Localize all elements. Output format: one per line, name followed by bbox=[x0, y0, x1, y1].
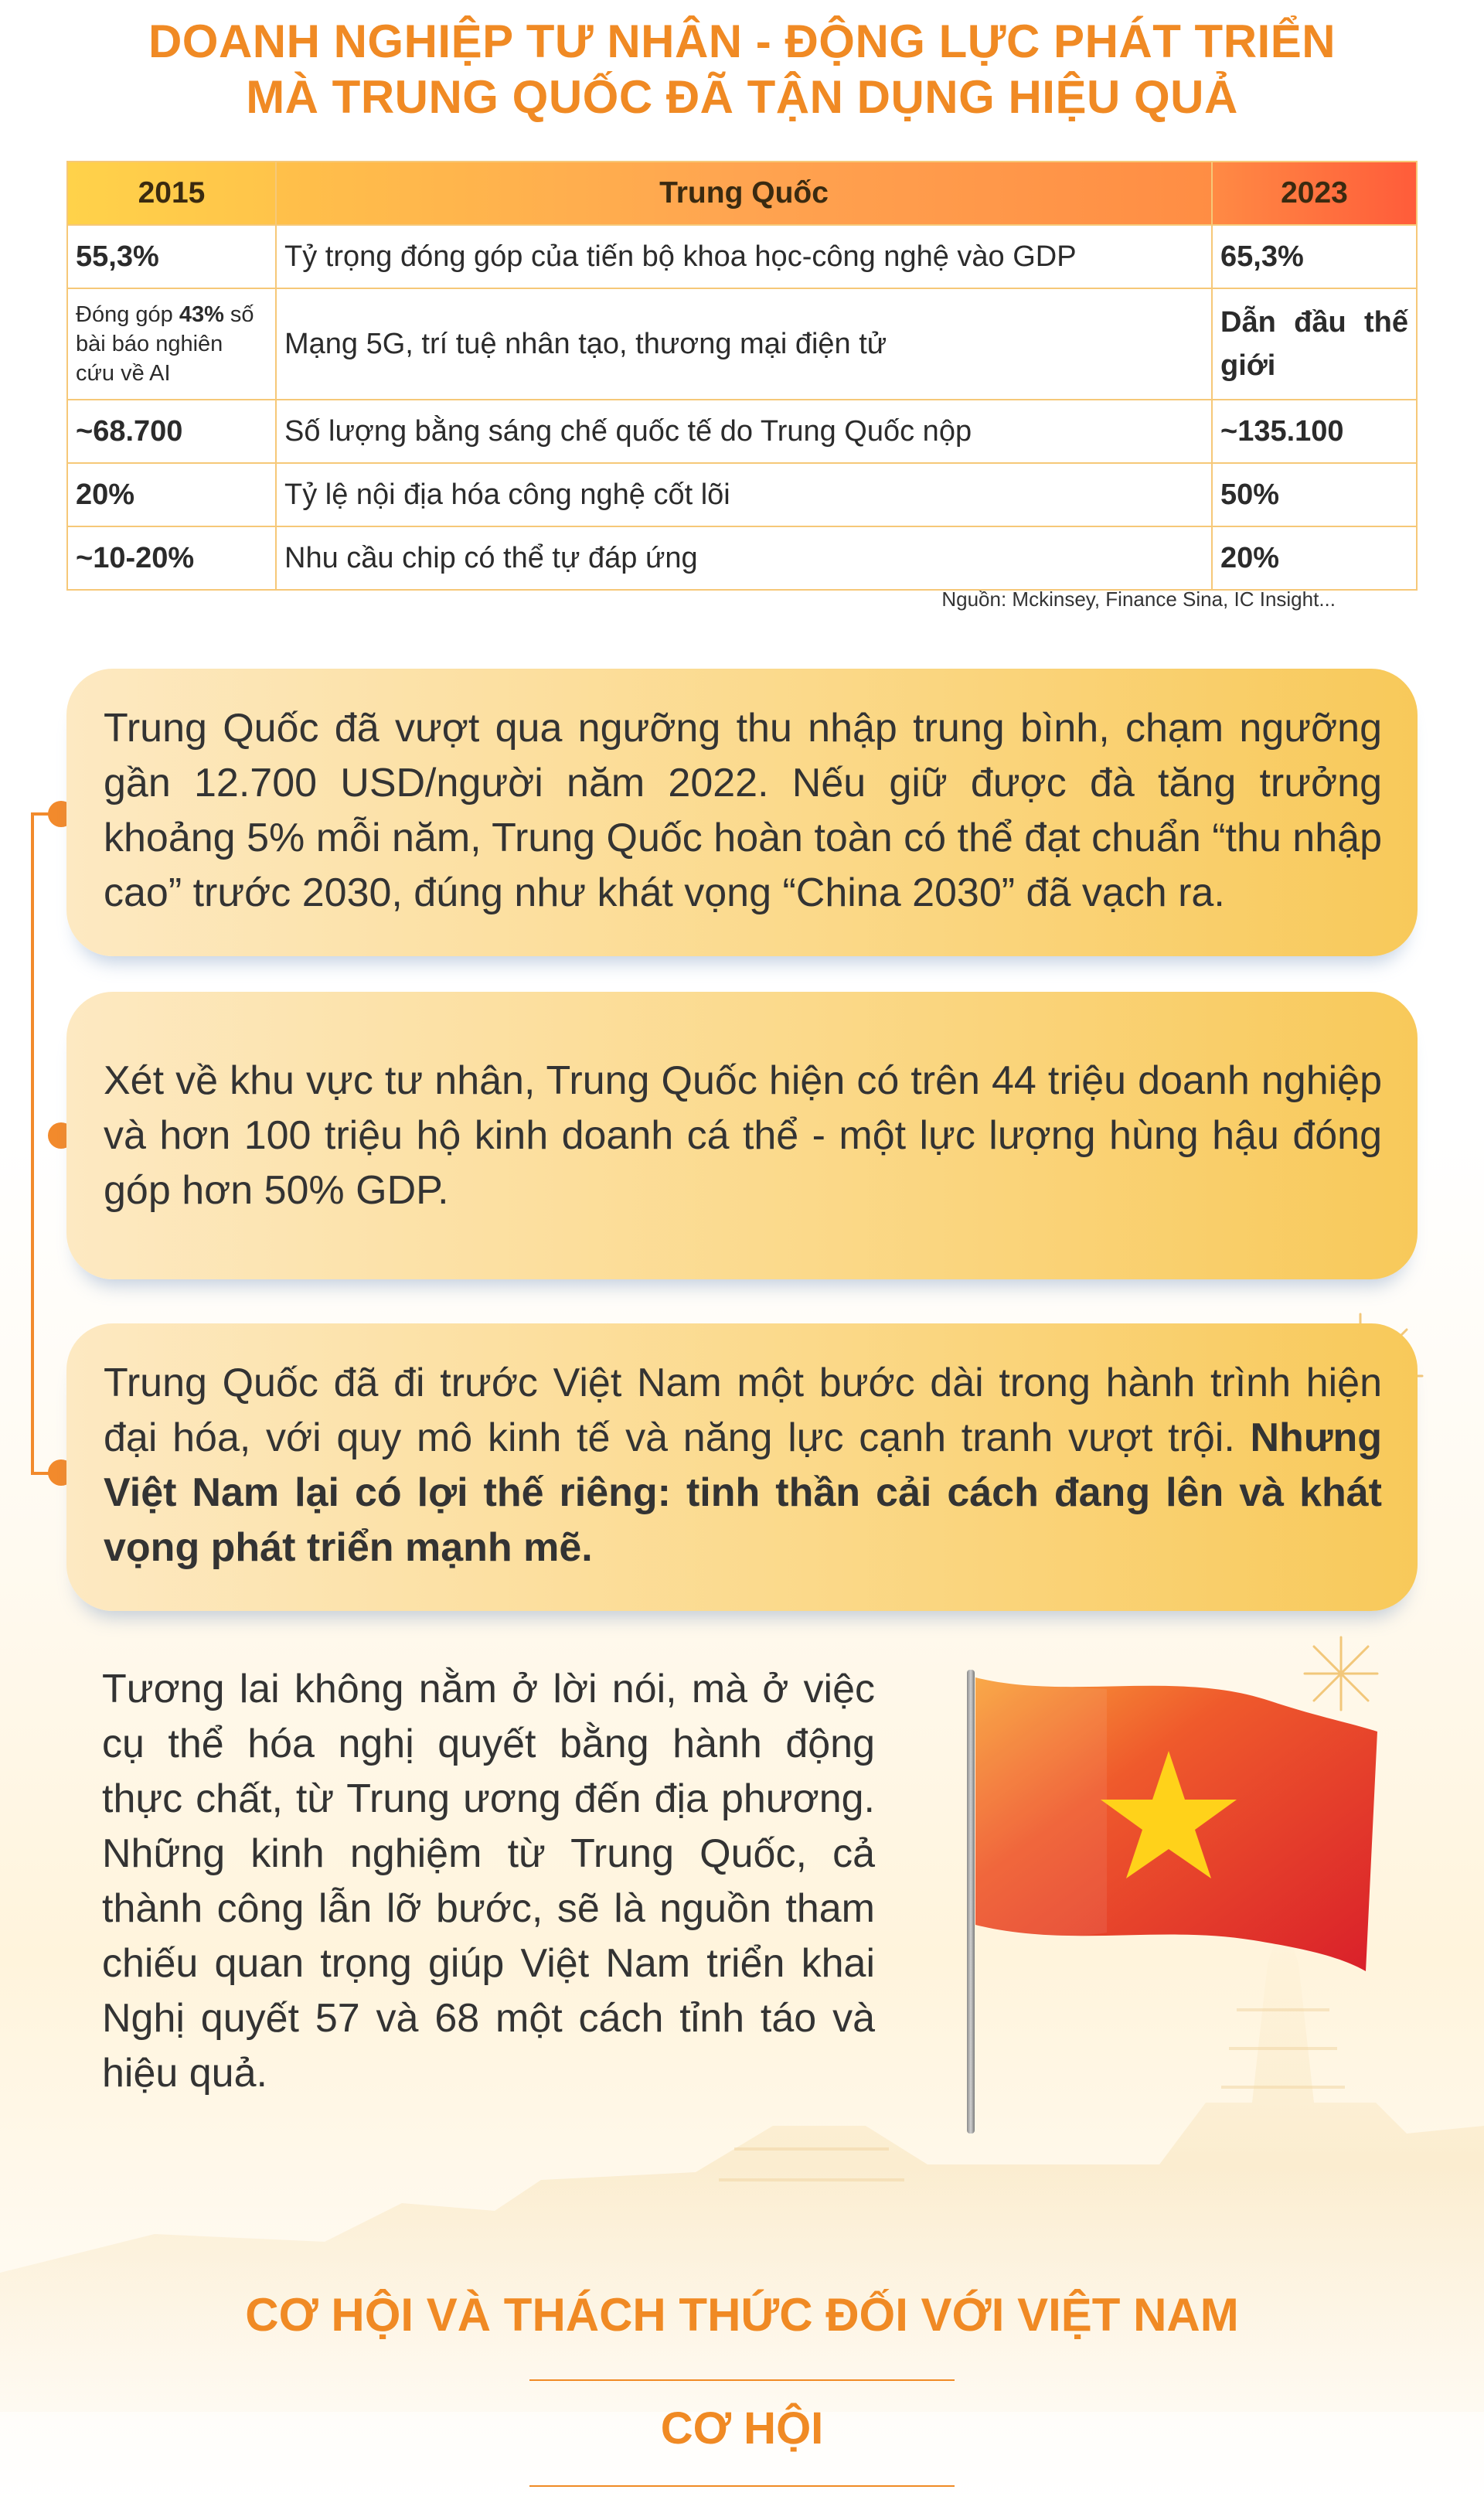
cell-2015: 20% bbox=[67, 463, 276, 526]
cell-2015: ~68.700 bbox=[67, 400, 276, 463]
title-line-2: MÀ TRUNG QUỐC ĐÃ TẬN DỤNG HIỆU QUẢ bbox=[246, 71, 1238, 123]
cell-metric: Số lượng bằng sáng chế quốc tế do Trung Quốc nộp bbox=[276, 400, 1212, 463]
title-line-1: DOANH NGHIỆP TƯ NHÂN - ĐỘNG LỰC PHÁT TRIỂN bbox=[148, 15, 1336, 67]
insight-card-private-sector bbox=[66, 992, 1418, 1279]
cell-2015-text-end: số bài báo nghiên cứu về AI bbox=[76, 302, 254, 386]
cell-2015: 55,3% bbox=[67, 225, 276, 288]
source-note: Nguồn: Mckinsey, Finance Sina, IC Insight... bbox=[941, 587, 1336, 611]
closing-paragraph: Tương lai không nằm ở lời nói, mà ở việc cụ thể hóa nghị quyết bằng hành động thực chất, từ Trung ương đến địa phương. Những kinh nghiệm từ Trung Quốc, cả thành công lẫn lỡ bước, sẽ là nguồn tham chiếu quan trọng giúp Việt Nam triển khai Nghị quyết 57 và 68 một cách tỉnh táo và hiệu quả. bbox=[102, 1667, 875, 2096]
cell-2015: ~10-20% bbox=[67, 526, 276, 590]
vietnam-flag-icon bbox=[975, 1677, 1377, 1979]
comparison-table bbox=[66, 161, 1418, 591]
section-title: CƠ HỘI VÀ THÁCH THỨC ĐỐI VỚI VIỆT NAM bbox=[245, 2289, 1239, 2341]
cell-2023: 50% bbox=[1212, 463, 1417, 526]
cell-metric: Mạng 5G, trí tuệ nhân tạo, thương mại điện tử bbox=[276, 288, 1212, 400]
table-row bbox=[67, 526, 1417, 590]
column-header-2023: 2023 bbox=[1212, 162, 1417, 225]
cell-2023: 65,3% bbox=[1212, 225, 1417, 288]
insight-card-income bbox=[66, 669, 1418, 956]
flag-pole bbox=[967, 1670, 975, 2134]
card-text: Xét về khu vực tư nhân, Trung Quốc hiện có trên 44 triệu doanh nghiệp và hơn 100 triệu hộ kinh doanh cá thể - một lực lượng hùng hậu đóng góp hơn 50% GDP. bbox=[104, 1058, 1382, 1213]
table-row bbox=[67, 463, 1417, 526]
page-title bbox=[0, 14, 1484, 125]
cell-2015 bbox=[67, 288, 276, 400]
card-text-emphasis: Nhưng Việt Nam lại có lợi thế riêng: tinh thần cải cách đang lên và khát vọng phát triển mạnh mẽ. bbox=[104, 1415, 1382, 1570]
cell-2015-text: Đóng góp bbox=[76, 302, 179, 327]
table-row bbox=[67, 225, 1417, 288]
table-row bbox=[67, 400, 1417, 463]
column-header-2015: 2015 bbox=[67, 162, 276, 225]
cell-metric: Tỷ trọng đóng góp của tiến bộ khoa học-công nghệ vào GDP bbox=[276, 225, 1212, 288]
divider bbox=[529, 2379, 955, 2381]
table-header-row bbox=[67, 162, 1417, 225]
table-row bbox=[67, 288, 1417, 400]
insight-card-vietnam bbox=[66, 1323, 1418, 1611]
column-header-country: Trung Quốc bbox=[276, 162, 1212, 225]
cell-2015-highlight: 43% bbox=[179, 302, 224, 327]
cell-2023: ~135.100 bbox=[1212, 400, 1417, 463]
card-text: Trung Quốc đã đi trước Việt Nam một bước dài trong hành trình hiện đại hóa, với quy mô kinh tế và năng lực cạnh tranh vượt trội. bbox=[104, 1361, 1382, 1460]
subsection-title: CƠ HỘI bbox=[660, 2403, 824, 2454]
divider bbox=[529, 2485, 955, 2487]
card-text: Trung Quốc đã vượt qua ngưỡng thu nhập trung bình, chạm ngưỡng gần 12.700 USD/người năm 2022. Nếu giữ được đà tăng trưởng khoảng 5% mỗi năm, Trung Quốc hoàn toàn có thể đạt chuẩn “thu nhập cao” trước 2030, đúng như khát vọng “China 2030” đã vạch ra. bbox=[104, 706, 1382, 915]
cell-2023: 20% bbox=[1212, 526, 1417, 590]
cell-metric: Nhu cầu chip có thể tự đáp ứng bbox=[276, 526, 1212, 590]
cell-2023: Dẫn đầu thế giới bbox=[1212, 288, 1417, 400]
cell-metric: Tỷ lệ nội địa hóa công nghệ cốt lõi bbox=[276, 463, 1212, 526]
timeline-line bbox=[31, 812, 34, 1473]
